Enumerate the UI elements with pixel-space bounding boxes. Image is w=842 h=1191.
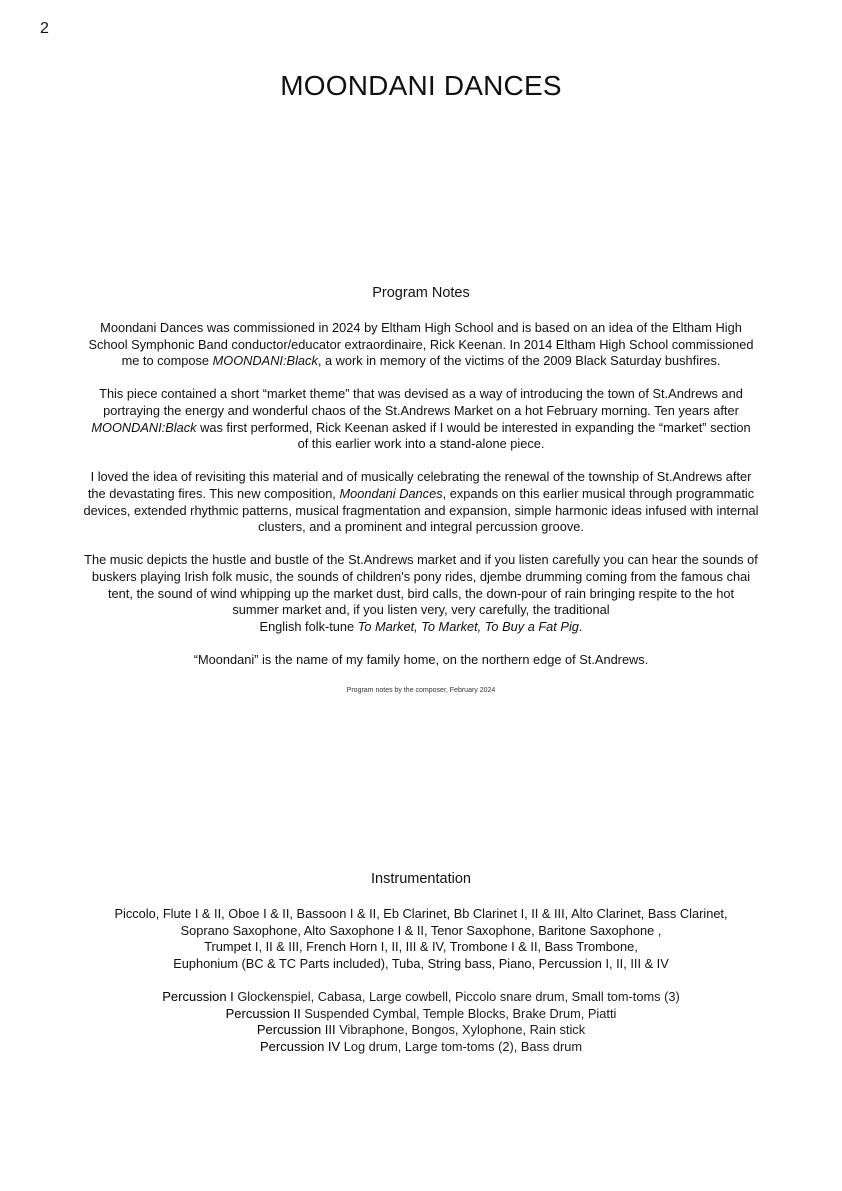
notes-text: School Symphonic Band conductor/educator extraordinaire, Rick Keenan. In 2014 Eltham High School commissioned — [88, 336, 754, 352]
instrumentation-heading: Instrumentation — [371, 871, 471, 887]
percussion-label: Percussion I — [162, 988, 234, 1004]
notes-text: buskers playing Irish folk music, the sounds of children's pony rides, djembe drumming coming from the famous chai — [91, 568, 751, 584]
notes-text: This piece contained a short “market theme” that was devised as a way of introducing the town of St.Andrews and — [99, 386, 743, 402]
instrument-line: Piccolo, Flute I & II, Oboe I & II, Bassoon I & II, Eb Clarinet, Bb Clarinet I, II & III, Alto Clarinet, Bass Clarinet, — [114, 906, 728, 921]
percussion-line — [64, 1039, 778, 1056]
notes-line — [64, 569, 778, 586]
notes-line — [64, 386, 778, 403]
notes-text: I loved the idea of revisiting this material and of musically celebrating the renewal of the township of St.Andrews after — [90, 469, 752, 485]
program-notes-body — [64, 320, 778, 685]
notes-line — [64, 436, 778, 453]
notes-line — [64, 503, 778, 520]
program-notes-heading: Program Notes — [372, 285, 470, 301]
instrument-line: Soprano Saxophone, Alto Saxophone I & II, Tenor Saxophone, Baritone Saxophone , — [180, 922, 662, 938]
notes-line — [64, 403, 778, 420]
notes-text: summer market and, if you listen very, very carefully, the traditional — [232, 602, 610, 618]
percussion-items: Glockenspiel, Cabasa, Large cowbell, Piccolo snare drum, Small tom-toms (3) — [233, 988, 680, 1004]
notes-text: was first performed, Rick Keenan asked if I would be interested in expanding the “market” section — [196, 419, 751, 435]
notes-text: Moondani Dances was commissioned in 2024 by Eltham High School and is based on an idea of the Eltham High — [100, 320, 742, 335]
notes-text: tent, the sound of wind whipping up the market dust, bird calls, the down-pour of rain bringing respite to the hot — [108, 585, 734, 601]
notes-line — [64, 320, 778, 337]
notes-text: English folk-tune — [259, 618, 358, 634]
notes-text: , a work in memory of the victims of the 2009 Black Saturday bushfires. — [317, 353, 721, 369]
notes-line — [64, 602, 778, 619]
page-title: MOONDANI DANCES — [280, 70, 562, 101]
instrument-list — [64, 906, 778, 972]
notes-text: , expands on this earlier musical through programmatic — [442, 485, 755, 501]
notes-line — [64, 353, 778, 370]
notes-text: the devastating fires. This new composition, — [87, 485, 340, 501]
percussion-label: Percussion II — [225, 1005, 301, 1021]
work-title-italic: MOONDANI:Black — [91, 419, 197, 435]
notes-line — [64, 486, 778, 503]
notes-line — [64, 586, 778, 603]
notes-line — [64, 420, 778, 437]
folk-tune-title-italic: To Market, To Market, To Buy a Fat Pig — [357, 618, 579, 634]
notes-text: portraying the energy and wonderful chaos of the St.Andrews Market on a hot February morning. Ten years after — [103, 402, 739, 418]
notes-line — [64, 652, 778, 669]
instrument-line: Euphonium (BC & TC Parts included), Tuba, String bass, Piano, Percussion I, II, III & IV — [173, 955, 669, 971]
work-title-italic: MOONDANI:Black — [212, 353, 318, 369]
percussion-label: Percussion III — [256, 1022, 336, 1038]
percussion-items: Suspended Cymbal, Temple Blocks, Brake Drum, Piatti — [300, 1005, 617, 1021]
notes-text: of this earlier work into a stand-alone piece. — [297, 436, 545, 452]
notes-line — [64, 552, 778, 569]
notes-text: . — [578, 618, 583, 634]
notes-text: The music depicts the hustle and bustle of the St.Andrews market and if you listen carefully you can hear the sounds of — [84, 552, 758, 568]
percussion-line — [64, 1006, 778, 1023]
notes-paragraph-5 — [64, 652, 778, 669]
work-title-italic: Moondani Dances — [339, 485, 443, 501]
percussion-items: Log drum, Large tom-toms (2), Bass drum — [340, 1038, 582, 1054]
notes-line — [64, 337, 778, 354]
program-notes-credit: Program notes by the composer, February 2024 — [346, 687, 496, 694]
notes-line — [64, 519, 778, 536]
percussion-line — [64, 989, 778, 1006]
percussion-list — [64, 989, 778, 1055]
notes-paragraph-1 — [64, 320, 778, 370]
instrumentation-body — [64, 906, 778, 1072]
notes-paragraph-3 — [64, 469, 778, 535]
notes-text: clusters, and a prominent and integral percussion groove. — [258, 519, 584, 535]
notes-paragraph-2 — [64, 386, 778, 452]
page-number: 2 — [40, 20, 49, 37]
notes-line — [64, 619, 778, 636]
notes-paragraph-4 — [64, 552, 778, 635]
notes-text: “Moondani” is the name of my family home, on the northern edge of St.Andrews. — [193, 651, 649, 667]
notes-text: devices, extended rhythmic patterns, musical fragmentation and expansion, simple harmonic ideas infused with internal — [83, 502, 759, 518]
percussion-label: Percussion IV — [259, 1038, 341, 1054]
instrument-line: Trumpet I, II & III, French Horn I, II, III & IV, Trombone I & II, Bass Trombone, — [204, 939, 638, 955]
notes-text: me to compose — [121, 353, 213, 369]
percussion-line — [64, 1022, 778, 1039]
notes-line — [64, 469, 778, 486]
percussion-items: Vibraphone, Bongos, Xylophone, Rain stick — [335, 1022, 586, 1038]
